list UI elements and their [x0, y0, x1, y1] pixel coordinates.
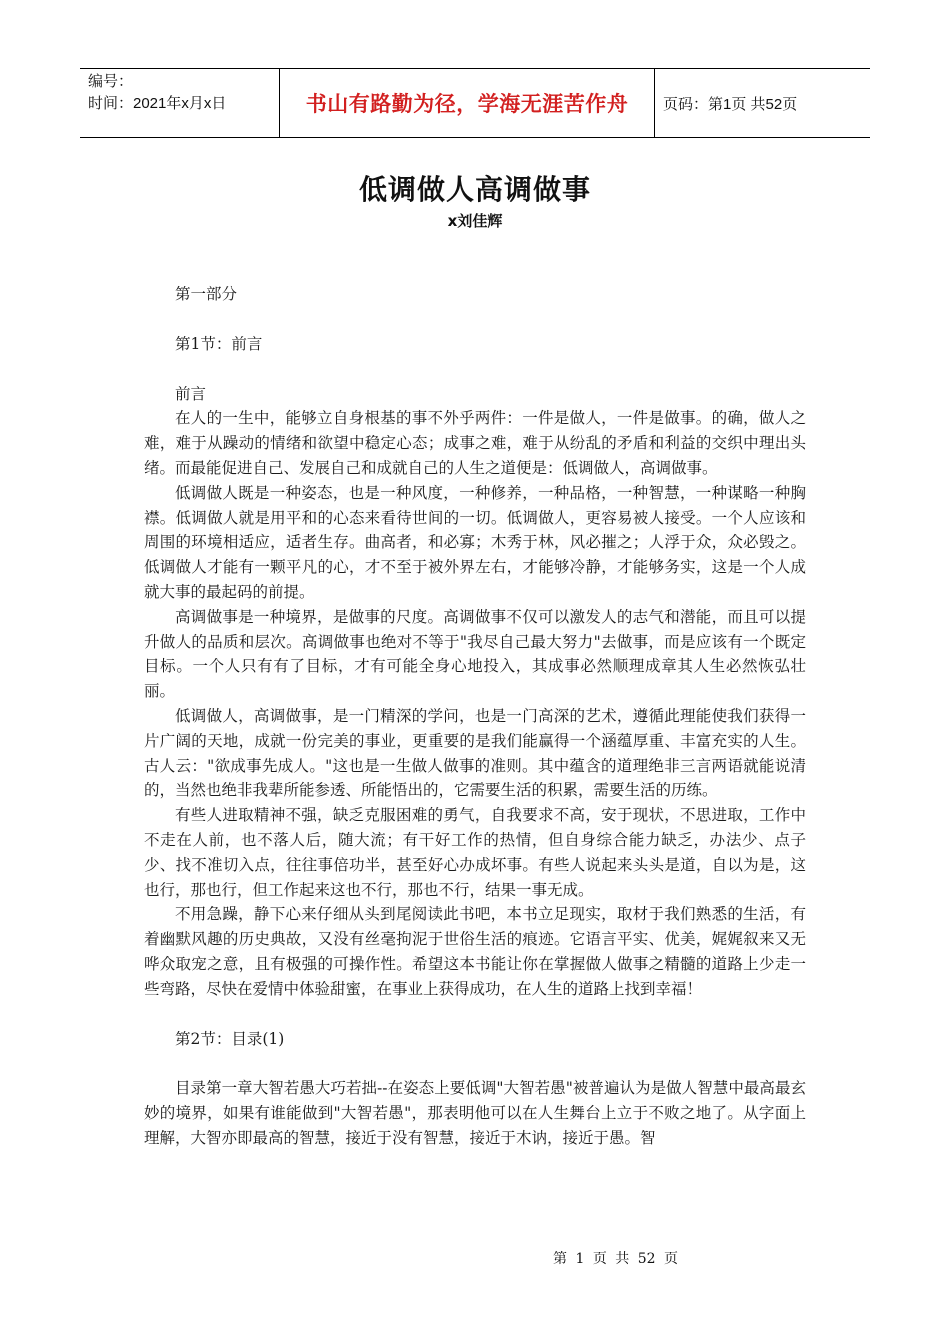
time-label: 时间：2021年x月x日	[88, 95, 227, 112]
part-heading: 第一部分	[175, 285, 238, 303]
page-header	[80, 68, 870, 138]
paragraph: 在人的一生中，能够立自身根基的事不外乎两件：一件是做人，一件是做事。的确，做人之难，难于从躁动的情绪和欲望中稳定心态；成事之难，难于从纷乱的矛盾和利益的交织中理出头绪。而最能促进自己、发展自己和成就自己的人生之道便是：低调做人，高调做事。	[144, 409, 806, 477]
header-slogan: 书山有路勤为径，学海无涯苦作舟	[305, 92, 629, 116]
header-page-info: 页码：第1页 共52页	[663, 95, 798, 113]
header-slogan-cell	[280, 69, 655, 137]
paragraph: 低调做人既是一种姿态，也是一种风度，一种修养，一种品格，一种智慧，一种谋略一种胸襟。低调做人就是用平和的心态来看待世间的一切。低调做人，更容易被人接受。一个人应该和周围的环境相适应，适者生存。曲高者，和必寡；木秀于林，风必摧之；人浮于众，众必毁之。低调做人才能有一颗平凡的心，才不至于被外界左右，才能够冷静，才能够务实，这是一个人成就大事的最起码的前提。	[144, 483, 806, 601]
paragraph: 高调做事是一种境界，是做事的尺度。高调做事不仅可以激发人的志气和潜能，而且可以提升做人的品质和层次。高调做事也绝对不等于"我尽自己最大努力"去做事，而是应该有一个既定目标。一个人只有有了目标，才有可能全身心地投入，其成事必然顺理成章其人生必然恢弘壮丽。	[144, 607, 806, 701]
section-heading-1: 第1节：前言	[175, 334, 263, 353]
footer-page-number: 第 1 页 共 52 页	[553, 1251, 678, 1267]
paragraph: 低调做人，高调做事，是一门精深的学问，也是一门高深的艺术，遵循此理能使我们获得一片广阔的天地，成就一份完美的事业，更重要的是我们能赢得一个涵蕴厚重、丰富充实的人生。古人云："欲成事先成人。"这也是一生做人做事的准则。其中蕴含的道理绝非三言两语就能说清的，当然也绝非我辈所能参透、所能悟出的，它需要生活的积累，需要生活的历练。	[144, 706, 806, 800]
number-label: 编号：	[88, 73, 134, 90]
document-title: 低调做人高调做事	[358, 173, 591, 206]
page-footer	[0, 1248, 950, 1268]
preface-heading: 前言	[175, 384, 207, 403]
paragraph: 不用急躁，静下心来仔细从头到尾阅读此书吧，本书立足现实，取材于我们熟悉的生活，有着幽默风趣的历史典故，又没有丝毫拘泥于世俗生活的痕迹。它语言平实、优美，娓娓叙来又无哗众取宠之意，且有极强的可操作性。希望这本书能让你在掌握做人做事之精髓的道路上少走一些弯路，尽快在爱情中体验甜蜜，在事业上获得成功，在人生的道路上找到幸福！	[144, 905, 806, 998]
document-author: x刘佳辉	[447, 212, 503, 230]
document-body	[144, 282, 806, 1151]
header-meta	[80, 69, 280, 137]
paragraph: 有些人进取精神不强，缺乏克服困难的勇气，自我要求不高，安于现状，不思进取，工作中不走在人前，也不落人后，随大流；有干好工作的热情，但自身综合能力缺乏，办法少、点子少、找不准切入点，往往事倍功半，甚至好心办成坏事。有些人说起来头头是道，自以为是，这也行，那也行，但工作起来这也不行，那也不行，结果一事无成。	[144, 806, 806, 899]
section-heading-2: 第2节：目录(1)	[175, 1029, 285, 1048]
toc-paragraph: 目录第一章大智若愚大巧若拙--在姿态上要低调"大智若愚"被普遍认为是做人智慧中最高最玄妙的境界，如果有谁能做到"大智若愚"，那表明他可以在人生舞台上立于不败之地了。从字面上理解，大智亦即最高的智慧，接近于没有智慧，接近于木讷，接近于愚。智	[144, 1079, 806, 1147]
